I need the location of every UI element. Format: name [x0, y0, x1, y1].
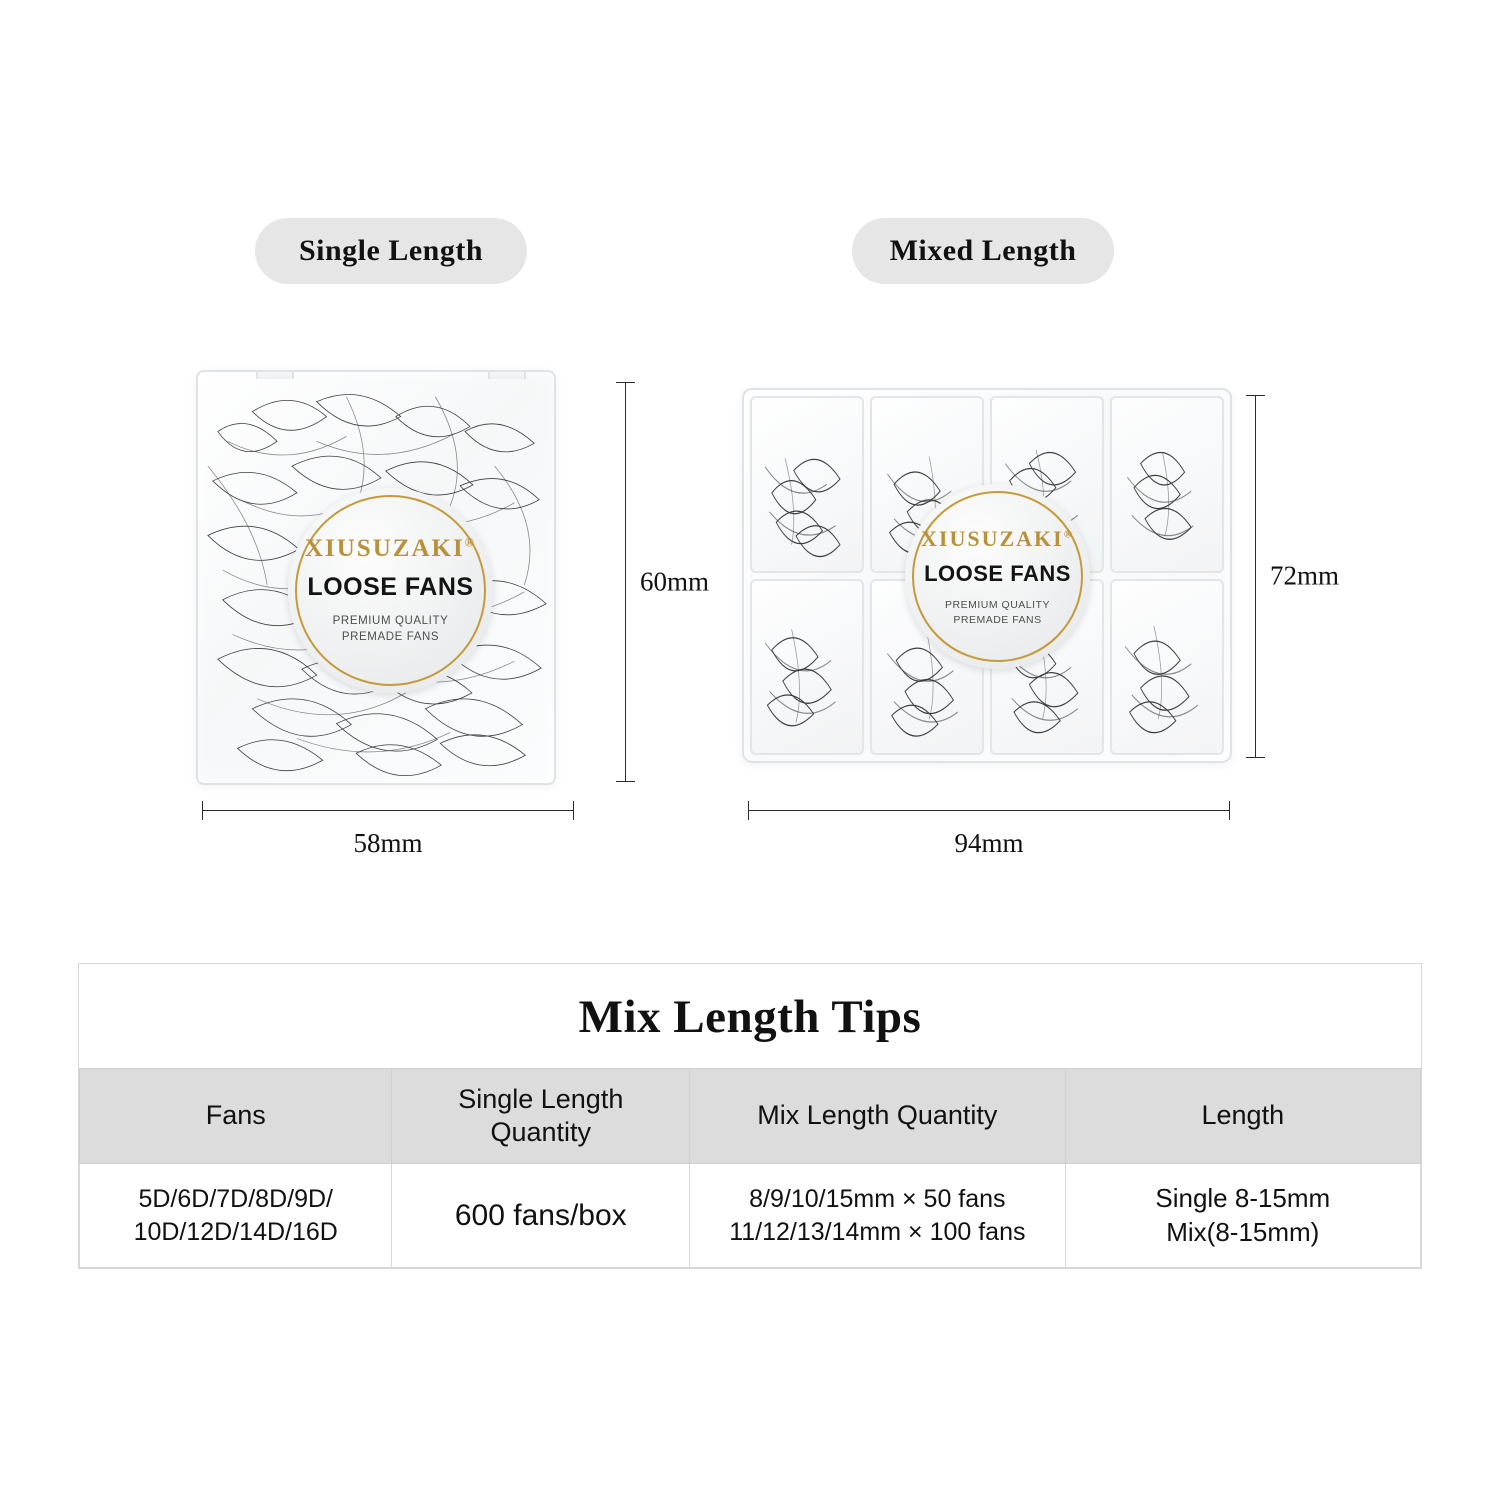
sticker-subtext-line1: PREMIUM QUALITY — [945, 599, 1050, 612]
column-header-single-length-quantity-line1: Single Length — [458, 1084, 624, 1114]
brand-name — [305, 535, 476, 563]
product-name: LOOSE FANS — [924, 561, 1071, 587]
cell-mix-length-quantity — [690, 1163, 1065, 1268]
cell-single-length-quantity: 600 fans/box — [392, 1163, 690, 1268]
registered-mark: ® — [464, 536, 477, 551]
table-row — [80, 1163, 1421, 1268]
cell-length — [1065, 1163, 1420, 1268]
dimension-line-single-width — [202, 810, 574, 811]
product-image-single-length-case — [196, 370, 556, 785]
table-header-row — [80, 1069, 1421, 1164]
brand-name-text: XIUSUZAKI — [921, 526, 1064, 552]
sticker-subtext-line2: PREMADE FANS — [341, 631, 440, 643]
dimension-label-single-width: 58mm — [353, 828, 423, 858]
table-title: Mix Length Tips — [578, 991, 922, 1043]
cell-mix-length-quantity-line2: 11/12/13/14mm × 100 fans — [729, 1217, 1026, 1246]
sticker-subtext — [333, 614, 449, 645]
dimension-label-single-height: 60mm — [640, 566, 710, 597]
column-header-single-length-quantity-line2: Quantity — [490, 1116, 592, 1147]
cell-length-line1: Single 8-15mm — [1155, 1182, 1331, 1213]
brand-name-text: XIUSUZAKI — [304, 535, 465, 563]
product-name: LOOSE FANS — [307, 573, 474, 602]
column-header-mix-length-quantity: Mix Length Quantity — [690, 1069, 1065, 1164]
registered-mark: ® — [1063, 529, 1074, 541]
dimension-label-mixed-height: 72mm — [1270, 560, 1340, 591]
mix-length-tips-panel — [78, 963, 1422, 1269]
cell-fans-line2: 10D/12D/14D/16D — [133, 1217, 338, 1246]
section-label-single-length-text: Single Length — [298, 234, 484, 267]
cell-fans — [80, 1163, 392, 1268]
section-label-mixed-length — [852, 218, 1114, 284]
compartment — [1110, 396, 1224, 573]
case-clasp-right — [488, 370, 526, 379]
product-image-mixed-length-case — [742, 388, 1232, 763]
brand-sticker-mixed — [905, 484, 1090, 669]
sticker-subtext-line2: PREMADE FANS — [953, 613, 1042, 626]
case-clasp-left — [256, 370, 294, 379]
cell-mix-length-quantity-line1: 8/9/10/15mm × 50 fans — [749, 1185, 1006, 1214]
dimension-line-mixed-height — [1255, 395, 1256, 758]
compartment — [750, 579, 864, 756]
brand-sticker-single — [288, 488, 493, 693]
cell-length-line2: Mix(8-15mm) — [1166, 1216, 1320, 1247]
cell-fans-line1: 5D/6D/7D/8D/9D/ — [138, 1185, 333, 1214]
column-header-length: Length — [1065, 1069, 1420, 1164]
dimension-line-single-height — [625, 382, 626, 782]
column-header-fans: Fans — [80, 1069, 392, 1164]
section-label-mixed-length-text: Mixed Length — [889, 234, 1077, 267]
compartment — [1110, 579, 1224, 756]
brand-name — [921, 526, 1074, 552]
column-header-single-length-quantity — [392, 1069, 690, 1164]
sticker-subtext — [945, 598, 1050, 626]
dimension-line-mixed-width — [748, 810, 1230, 811]
compartment — [750, 396, 864, 573]
dimension-label-mixed-width: 94mm — [954, 828, 1024, 858]
sticker-subtext-line1: PREMIUM QUALITY — [332, 615, 449, 628]
section-label-single-length — [255, 218, 527, 284]
mix-length-tips-table — [79, 1068, 1421, 1268]
